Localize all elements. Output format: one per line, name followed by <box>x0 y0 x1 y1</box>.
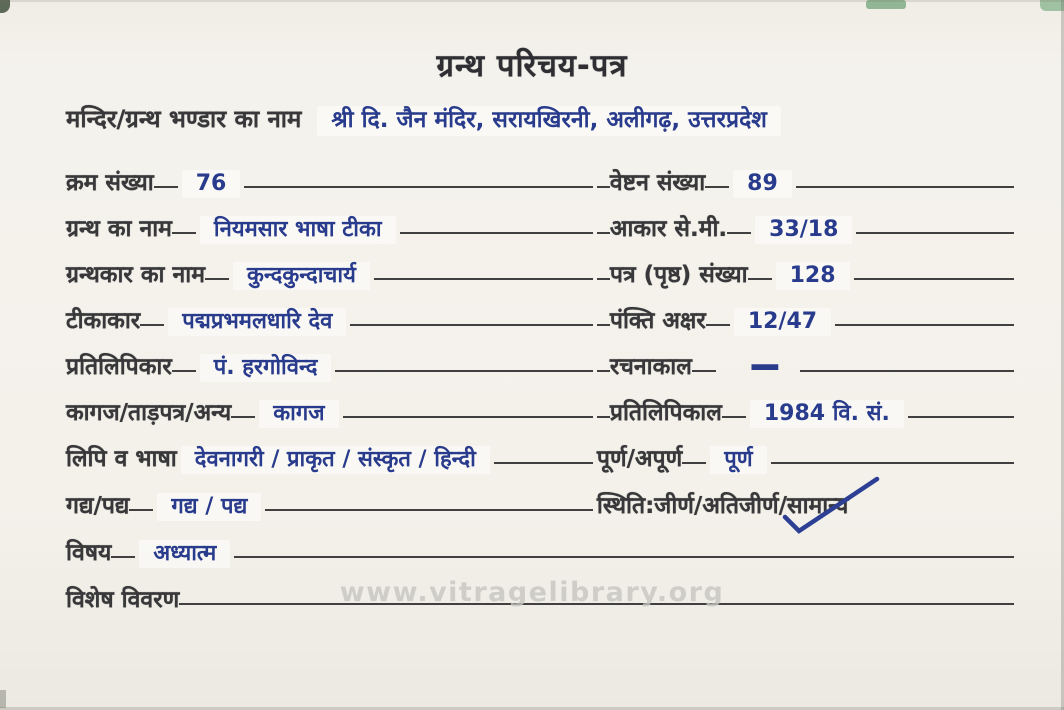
form-row <box>66 152 1014 198</box>
field-value: 12/47 <box>734 308 831 337</box>
field-value: 33/18 <box>755 216 852 245</box>
form-row <box>66 198 1014 244</box>
field-value: 1984 वि. सं. <box>750 400 904 429</box>
rule-line <box>705 186 729 188</box>
field-label: पूर्ण/अपूर्ण <box>596 446 683 473</box>
field-value: पद्मप्रभमलधारि देव <box>168 308 346 337</box>
field-value: कुन्दकुन्दाचार्य <box>233 262 370 291</box>
form-rows <box>66 152 1014 615</box>
scan-artifact-bottom-left <box>0 690 6 708</box>
rule-line <box>748 278 772 280</box>
rule-line <box>343 416 593 418</box>
field-label: ग्रन्थकार का नाम <box>66 262 205 289</box>
rule-line <box>234 556 1014 558</box>
rule-line <box>244 186 593 188</box>
rule-line <box>800 370 1014 372</box>
rule-line <box>494 462 593 464</box>
scan-edge-top <box>0 0 1064 2</box>
rule-line <box>908 416 1014 418</box>
field-value: पूर्ण <box>710 446 766 475</box>
field-label: पंक्ति अक्षर <box>609 308 706 335</box>
field-label: स्थिति:जीर्ण/अतिजीर्ण/ <box>596 493 788 520</box>
condition-marked-option <box>787 492 848 521</box>
field-value: पं. हरगोविन्द <box>200 354 332 383</box>
rule-line <box>771 462 1014 464</box>
form-row <box>66 290 1014 336</box>
form-row <box>66 428 1014 474</box>
field-label: लिपि व भाषा <box>66 446 177 473</box>
field-value: अध्यात्म <box>139 540 230 569</box>
watermark: www.vitragelibrary.org <box>339 577 725 608</box>
field-value: 89 <box>733 170 792 199</box>
form-row <box>66 474 1014 521</box>
field-label: कागज/ताड़पत्र/अन्य <box>66 400 232 427</box>
rule-line <box>597 416 610 418</box>
field-label: पत्र (पृष्ठ) संख्या <box>609 262 748 289</box>
rule-line <box>154 186 178 188</box>
rule-line <box>682 462 706 464</box>
rule-line <box>172 232 196 234</box>
field-label: क्रम संख्या <box>66 170 154 197</box>
field-label: ग्रन्थ का नाम <box>66 216 172 243</box>
rule-line <box>597 324 610 326</box>
rule-line <box>835 324 1014 326</box>
rule-line <box>400 232 593 234</box>
rule-line <box>692 370 716 372</box>
rule-line <box>172 370 196 372</box>
field-label: रचनाकाल <box>609 354 692 381</box>
field-value: 128 <box>776 262 850 291</box>
rule-line <box>597 278 610 280</box>
form-row <box>66 336 1014 392</box>
rule-line <box>205 278 229 280</box>
field-value: देवनागरी / प्राकृत / संस्कृत / हिन्दी <box>181 446 490 475</box>
rule-line <box>111 556 135 558</box>
form-row <box>66 244 1014 290</box>
field-label: प्रतिलिपिकार <box>66 354 172 381</box>
rule-line <box>597 370 610 372</box>
page-title: ग्रन्थ परिचय-पत्र <box>436 48 628 84</box>
rule-line <box>796 186 1014 188</box>
rule-line <box>350 324 592 326</box>
rule-line <box>335 370 592 372</box>
field-value: श्री दि. जैन मंदिर, सरायखिरनी, अलीगढ़, उत्तरप्रदेश <box>317 106 781 136</box>
rule-line <box>854 278 1014 280</box>
blue-dash-mark: — <box>749 339 780 392</box>
rule-line <box>706 324 730 326</box>
rule-line <box>597 186 610 188</box>
rule-line <box>231 416 255 418</box>
rule-line <box>722 416 746 418</box>
form-row-bhandar-name <box>66 104 1014 136</box>
form-row <box>66 521 1014 568</box>
rule-line <box>727 232 751 234</box>
rule-line <box>265 509 593 511</box>
field-label: विषय <box>66 540 112 567</box>
field-label: टीकाकार <box>66 308 141 335</box>
field-value: गद्य / पद्य <box>157 493 261 522</box>
field-label: विशेष विवरण <box>66 587 180 614</box>
field-value: कागज <box>259 400 338 429</box>
field-value: नियमसार भाषा टीका <box>200 216 396 245</box>
field-value: 76 <box>182 170 241 199</box>
rule-line <box>856 232 1014 234</box>
rule-line <box>374 278 593 280</box>
field-label: वेष्टन संख्या <box>609 170 706 197</box>
field-label: गद्य/पद्य <box>66 493 130 520</box>
field-label: आकार से.मी. <box>609 216 728 243</box>
rule-line <box>597 232 610 234</box>
field-label: सामान्य <box>787 493 849 520</box>
form-row <box>66 382 1014 428</box>
rule-line <box>129 509 153 511</box>
field-label: प्रतिलिपिकाल <box>609 400 722 427</box>
rule-line <box>140 324 164 326</box>
field-label: मन्दिर/ग्रन्थ भण्डार का नाम <box>66 105 302 133</box>
